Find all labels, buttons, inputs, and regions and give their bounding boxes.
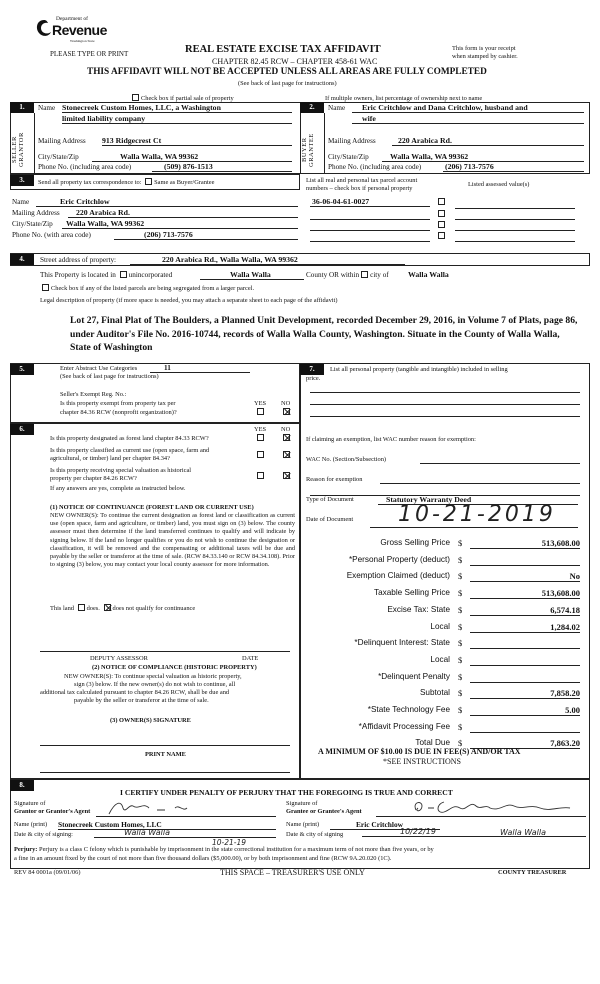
forest-no-checkbox[interactable] xyxy=(283,434,290,441)
forest-question: Is this property designated as forest land chapter 84.33 RCW? xyxy=(50,435,209,442)
section-3-number: 3. xyxy=(10,175,34,186)
grantee-signature-scribble xyxy=(410,796,580,818)
owner-signature-label: (3) OWNER(S) SIGNATURE xyxy=(110,717,191,724)
certify-statement: I CERTIFY UNDER PENALTY OF PERJURY THAT THE FOREGOING IS TRUE AND CORRECT xyxy=(120,788,453,797)
wac-number-line[interactable] xyxy=(420,463,580,464)
buyer-name-line2[interactable]: wife xyxy=(352,114,584,124)
section-6-number: 6. xyxy=(10,424,34,435)
buyer-mailing-value[interactable]: 220 Arabica Rd. xyxy=(392,136,584,146)
sec3-name-value[interactable]: Eric Critchlow xyxy=(36,197,298,207)
notice-compliance-line2: sign (3) below. If the new owner(s) do not wish to continue, all xyxy=(74,681,236,688)
fee-dollar-sign: $ xyxy=(458,738,463,749)
city-value[interactable]: Walla Walla xyxy=(408,270,449,279)
document-type-label: Type of Document xyxy=(306,496,354,503)
sec3-mailing-value[interactable]: 220 Arabica Rd. xyxy=(68,208,298,218)
seller-name-line1[interactable]: Stonecreek Custom Homes, LLC, a Washington xyxy=(62,103,292,113)
sec3-city-label: City/State/Zip xyxy=(12,220,53,228)
sec5-no-label: NO xyxy=(281,400,291,407)
fee-value[interactable]: 513,608.00 xyxy=(470,538,580,549)
land-does-not-checkbox[interactable] xyxy=(104,604,111,611)
fee-dollar-sign: $ xyxy=(458,604,463,615)
personal-property-line-2[interactable] xyxy=(310,404,580,405)
fee-label: Exemption Claimed (deduct) xyxy=(346,571,450,581)
fee-value[interactable]: 6,574.18 xyxy=(470,605,580,616)
county-value[interactable]: Walla Walla xyxy=(200,270,304,280)
perjury-line-2: a fine in an amount fixed by the court of not more than five thousand dollars ($5,000.00), or by both imprisonment and fine (RCW 9A.20.020 (1C). xyxy=(14,855,392,862)
within-city-checkbox[interactable] xyxy=(361,271,368,278)
form-subtitle: CHAPTER 82.45 RCW – CHAPTER 458-61 WAC xyxy=(212,57,378,66)
fee-label: *Delinquent Interest: State xyxy=(354,638,450,648)
sec5-yes-label: YES xyxy=(254,400,267,407)
fee-value[interactable]: 7,863.20 xyxy=(470,738,580,749)
fee-dollar-sign: $ xyxy=(458,721,463,732)
grantee-date-value[interactable]: 10/22/19 xyxy=(362,827,586,837)
grantee-sig-label-2: Grantee or Grantee's Agent xyxy=(286,808,362,815)
grantor-signature-scribble xyxy=(105,798,225,818)
sec6-yes-label: YES xyxy=(254,426,267,433)
answers-yes-note: If any answers are yes, complete as instructed below. xyxy=(50,485,186,492)
assessed-value-label: Listed assessed value(s) xyxy=(468,181,530,188)
reason-exemption-label: Reason for exemption xyxy=(306,476,363,483)
assessed-value-3[interactable] xyxy=(455,230,575,231)
fee-dollar-sign: $ xyxy=(458,571,463,582)
abstract-use-label: Enter Abstract Use Categories xyxy=(60,365,138,372)
legal-description-value[interactable]: Lot 27, Final Plat of The Boulders, a Planned Unit Development, recorded December 29, 2016, in Volume 7 of Plats, page 86, under Auditor's File No. 2016-10744, records of Walla Walla County, Washington. Situate in the County of Walla Walla, State of Washington xyxy=(70,315,578,353)
personal-property-label-1: List all personal property (tangible and intangible) included in selling xyxy=(330,366,508,373)
seller-mailing-label: Mailing Address xyxy=(38,137,86,145)
exempt-yes-checkbox[interactable] xyxy=(257,408,264,415)
sec3-phone-label: Phone No. (with area code) xyxy=(12,231,91,239)
exempt-question-1: Is this property exempt from property tax per xyxy=(60,400,176,407)
deputy-assessor-line[interactable] xyxy=(40,651,290,652)
perjury-line-1: Perjury: Perjury is a class C felony which is punishable by imprisonment in the state correctional institution for a maximum term of not more than five years, or by xyxy=(14,846,434,853)
fee-dollar-sign: $ xyxy=(458,654,463,665)
notice-compliance-title: (2) NOTICE OF COMPLIANCE (HISTORIC PROPERTY) xyxy=(92,664,257,671)
fee-value[interactable]: 5.00 xyxy=(470,705,580,716)
section-4-number: 4. xyxy=(10,254,34,265)
sec3-city-value[interactable]: Walla Walla, WA 99362 xyxy=(62,219,298,229)
seller-city-value[interactable]: Walla Walla, WA 99362 xyxy=(92,152,292,162)
fee-label: Subtotal xyxy=(419,688,450,698)
grantor-date-city-label: Date & city of signing: xyxy=(14,831,73,838)
buyer-city-value[interactable]: Walla Walla, WA 99362 xyxy=(382,152,584,162)
parcel-2-personal-checkbox[interactable] xyxy=(438,210,445,217)
fee-value[interactable]: No xyxy=(470,571,580,582)
partial-sale-label: Check box if partial sale of property xyxy=(141,95,234,102)
sec6-no-label: NO xyxy=(281,426,291,433)
multiple-owners-note: If multiple owners, list percentage of ownership next to name xyxy=(325,95,483,102)
historic-yes-checkbox[interactable] xyxy=(257,472,264,479)
parcel-label-1: List all real and personal tax parcel account xyxy=(306,177,418,184)
personal-property-label-2: price. xyxy=(306,375,321,382)
sec3-mailing-label: Mailing Address xyxy=(12,209,60,217)
grantor-sig-label-2: Grantor or Grantor's Agent xyxy=(14,808,91,815)
logo-bottom-text: Washington State xyxy=(70,39,95,43)
grantor-date-city-value[interactable]: Walla Walla xyxy=(94,828,276,838)
revenue-logo-swirl-icon xyxy=(34,18,54,40)
current-use-question-1: Is this property classified as current use (open space, farm and xyxy=(50,447,210,454)
fee-value[interactable] xyxy=(470,655,580,666)
buyer-phone-value[interactable]: (206) 713-7576 xyxy=(443,162,584,172)
seller-side-label: SELLER GRANTOR xyxy=(11,132,25,168)
form-revision: REV 84 0001a (09/01/06) xyxy=(14,869,81,876)
please-type-text: PLEASE TYPE OR PRINT xyxy=(50,50,129,58)
logo-main-text: Revenue xyxy=(52,22,107,38)
exemption-claim-label: If claiming an exemption, list WAC number reason for exemption: xyxy=(306,436,476,443)
buyer-name-line1[interactable]: Eric Critchlow and Dana Critchlow, husband and xyxy=(352,103,584,113)
fee-label: Total Due xyxy=(415,738,450,748)
notice-continuance-title: (1) NOTICE OF CONTINUANCE (FOREST LAND OR CURRENT USE) xyxy=(50,504,254,511)
document-date-value[interactable]: 10-21-2019 xyxy=(370,502,578,528)
county-or-within: County OR within city of xyxy=(306,271,389,279)
grantor-sig-label-1: Signature of xyxy=(14,800,46,807)
fee-value[interactable] xyxy=(470,672,580,683)
section-8-number: 8. xyxy=(10,780,34,791)
seller-mailing-value[interactable]: 913 Ridgecrest Ct xyxy=(102,136,292,146)
located-in-row: This Property is located in unincorporated xyxy=(40,271,173,279)
parcel-number-1[interactable]: 36-06-04-61-0027 xyxy=(310,197,430,207)
fee-dollar-sign: $ xyxy=(458,554,463,565)
fee-dollar-sign: $ xyxy=(458,538,463,548)
exempt-question-2: chapter 84.36 RCW (nonprofit organization)? xyxy=(60,409,177,416)
buyer-side-label: BUYER GRANTEE xyxy=(301,133,315,167)
notice-compliance-line3: additional tax calculated pursuant to chapter 84.26 RCW, shall be due and xyxy=(40,689,230,696)
street-address-value[interactable]: 220 Arabica Rd., Walla Walla, WA 99362 xyxy=(130,255,405,265)
parcel-3-personal-checkbox[interactable] xyxy=(438,221,445,228)
print-name-label: PRINT NAME xyxy=(145,751,186,758)
seller-name-label: Name xyxy=(38,104,56,112)
wac-number-label: WAC No. (Section/Subsection) xyxy=(306,456,387,463)
sec3-name-label: Name xyxy=(12,198,30,206)
fee-value[interactable]: 513,608.00 xyxy=(470,588,580,599)
seller-phone-label: Phone No. (including area code) xyxy=(38,163,132,171)
partial-sale-row xyxy=(130,94,234,102)
parcel-number-2[interactable] xyxy=(310,219,430,220)
fee-value[interactable] xyxy=(470,638,580,649)
parcel-label-2: numbers – check box if personal property xyxy=(306,185,413,192)
unincorporated-checkbox[interactable] xyxy=(120,271,127,278)
seller-name-line2[interactable]: limited liability company xyxy=(62,114,292,124)
fee-label: *State Technology Fee xyxy=(367,705,450,714)
assessed-value-2[interactable] xyxy=(455,219,575,220)
seller-phone-value[interactable]: (509) 876-1513 xyxy=(152,162,292,172)
current-use-question-2: agricultural, or timber) land per chapter 84.34? xyxy=(50,455,170,462)
personal-property-line-3[interactable] xyxy=(310,416,580,417)
fee-value[interactable] xyxy=(470,555,580,566)
grantor-name-label: Name (print) xyxy=(14,821,48,828)
grantor-date-value[interactable]: 10-21-19 xyxy=(212,838,247,847)
grantee-name-label: Name (print) xyxy=(286,821,320,828)
abstract-use-value[interactable]: 11 xyxy=(150,364,250,373)
historic-no-checkbox[interactable] xyxy=(283,472,290,479)
see-instructions-note: *SEE INSTRUCTIONS xyxy=(383,757,462,766)
seller-city-label: City/State/Zip xyxy=(38,153,79,161)
fee-value[interactable]: 7,858.20 xyxy=(470,688,580,699)
treasurer-space-label: THIS SPACE – TREASURER'S USE ONLY xyxy=(220,868,365,877)
assessed-value-1[interactable] xyxy=(455,208,575,209)
grantee-city-value[interactable]: Walla Walla xyxy=(500,828,546,837)
see-back-text: (See back of last page for instructions) xyxy=(238,80,337,87)
exempt-reg-label: Seller's Exempt Reg. No.: xyxy=(60,391,127,398)
current-use-yes-checkbox[interactable] xyxy=(257,451,264,458)
document-type-value[interactable]: Statutory Warranty Deed xyxy=(378,495,578,505)
buyer-phone-label: Phone No. (including area code) xyxy=(328,163,422,171)
revenue-logo xyxy=(34,14,106,46)
fee-label: Excise Tax: State xyxy=(387,604,450,614)
grantee-sig-label-1: Signature of xyxy=(286,800,318,807)
grantee-date-city-label: Date & city of signing xyxy=(286,831,344,838)
fee-label: Gross Selling Price xyxy=(380,538,450,547)
personal-property-line-1[interactable] xyxy=(310,392,580,393)
notice-compliance-line4: payable by the seller or transferor at the time of sale. xyxy=(74,697,209,704)
abstract-see-back: (See back of last page for instructions) xyxy=(60,373,159,380)
land-qualify-row: This land does. does not qualify for continuance xyxy=(50,605,196,612)
fee-label: Taxable Selling Price xyxy=(373,588,450,598)
same-as-buyer-checkbox[interactable] xyxy=(145,178,152,185)
parcel-number-3[interactable] xyxy=(310,230,430,231)
grantor-name-value[interactable]: Stonecreek Custom Homes, LLC xyxy=(58,820,276,830)
current-use-no-checkbox[interactable] xyxy=(283,451,290,458)
send-correspondence-label: Send all property tax correspondence to: Same as Buyer/Grantee xyxy=(38,179,215,186)
buyer-city-label: City/State/Zip xyxy=(328,153,369,161)
segregated-checkbox[interactable] xyxy=(42,284,49,291)
historic-question-2: property per chapter 84.26 RCW? xyxy=(50,475,137,482)
deputy-date-label: DATE xyxy=(242,655,259,662)
receipt-note-1: This form is your receipt xyxy=(452,45,516,52)
parcel-number-4[interactable] xyxy=(310,241,430,242)
segregated-row: Check box if any of the listed parcels are being segregated from a larger parcel. xyxy=(40,284,254,292)
form-title: REAL ESTATE EXCISE TAX AFFIDAVIT xyxy=(185,44,381,55)
parcel-1-personal-checkbox[interactable] xyxy=(438,198,445,205)
document-date-label: Date of Document xyxy=(306,516,354,523)
fee-dollar-sign: $ xyxy=(458,671,463,682)
notice-compliance-line1: NEW OWNER(S): To continue special valuation as historic property, xyxy=(64,673,242,680)
fee-dollar-sign: $ xyxy=(458,621,463,632)
print-name-line[interactable] xyxy=(40,772,290,773)
section-2-number: 2. xyxy=(300,102,324,113)
forest-yes-checkbox[interactable] xyxy=(257,434,264,441)
warning-text: THIS AFFIDAVIT WILL NOT BE ACCEPTED UNLESS ALL AREAS ARE FULLY COMPLETED xyxy=(87,67,487,77)
fee-label: *Affidavit Processing Fee xyxy=(358,721,450,731)
sec3-phone-value[interactable]: (206) 713-7576 xyxy=(114,230,298,240)
parcel-4-personal-checkbox[interactable] xyxy=(438,232,445,239)
grantee-name-value[interactable]: Eric Critchlow xyxy=(330,820,440,830)
historic-question-1: Is this property receiving special valuation as historical xyxy=(50,467,192,474)
section-7-number: 7. xyxy=(300,364,324,375)
county-treasurer-label: COUNTY TREASURER xyxy=(498,869,567,876)
buyer-mailing-label: Mailing Address xyxy=(328,137,376,145)
buyer-name-label: Name xyxy=(328,104,346,112)
owner-signature-line[interactable] xyxy=(40,745,290,746)
fee-label: *Delinquent Penalty xyxy=(378,671,450,681)
fee-value[interactable] xyxy=(470,722,580,733)
fee-label: Local xyxy=(430,654,450,664)
land-does-checkbox[interactable] xyxy=(78,604,85,611)
fee-label: *Personal Property (deduct) xyxy=(348,554,450,564)
fee-label: Local xyxy=(430,621,450,631)
logo-top-text: Department of xyxy=(56,16,88,22)
fee-dollar-sign: $ xyxy=(458,688,463,699)
receipt-note-2: when stamped by cashier. xyxy=(452,53,518,60)
partial-sale-checkbox[interactable] xyxy=(132,94,139,101)
legal-description-label: Legal description of property (if more space is needed, you may attach a separate sheet to each page of the affidavit) xyxy=(40,297,338,304)
exempt-no-checkbox[interactable] xyxy=(283,408,290,415)
assessed-value-4[interactable] xyxy=(455,241,575,242)
fee-value[interactable]: 1,284.02 xyxy=(470,622,580,633)
reason-exemption-line-1[interactable] xyxy=(380,483,580,484)
minimum-due-note: A MINIMUM OF $10.00 IS DUE IN FEE(S) AND/OR TAX xyxy=(318,747,521,756)
fee-dollar-sign: $ xyxy=(458,638,463,649)
street-address-label: Street address of property: xyxy=(40,256,117,264)
fee-dollar-sign: $ xyxy=(458,588,463,599)
section-1-number: 1. xyxy=(10,102,34,113)
fee-dollar-sign: $ xyxy=(458,705,463,715)
section-5-number: 5. xyxy=(10,364,34,375)
deputy-assessor-label: DEPUTY ASSESSOR xyxy=(90,655,148,662)
notice-continuance-body: NEW OWNER(S): To continue the current designation as forest land or classification as current use (open space, farm and agriculture, or timber) land, you must sign on (3) below. The county assessor must then determine if the land transferred continues to qualify and will indicate by signing below. If the land no longer qualifies or you do not wish to continue the designation or classification, it will be removed and the compensating or additional taxes will be due and payable by the seller or transferor at the time of sale. (RCW 84.33.140 or RCW 84.34.108). Prior to signing (3) below, you may contact your local county assessor for more information. xyxy=(50,512,295,569)
